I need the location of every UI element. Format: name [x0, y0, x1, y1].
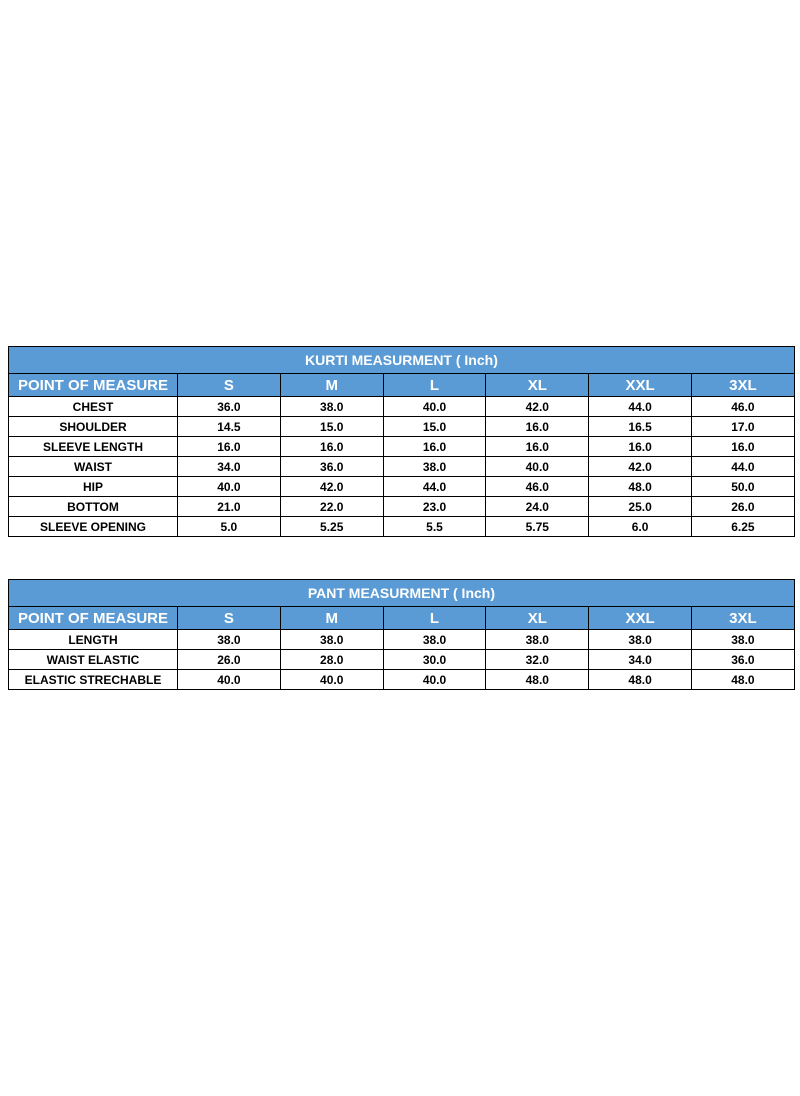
table-cell: 6.25 [691, 517, 794, 537]
table-cell: 40.0 [486, 457, 589, 477]
row-label: ELASTIC STRECHABLE [9, 670, 178, 690]
table-cell: 23.0 [383, 497, 486, 517]
row-label: WAIST [9, 457, 178, 477]
column-header-s: S [178, 607, 281, 630]
row-label: SHOULDER [9, 417, 178, 437]
table-cell: 38.0 [178, 630, 281, 650]
table-cell: 15.0 [280, 417, 383, 437]
table-cell: 28.0 [280, 650, 383, 670]
table-cell: 5.25 [280, 517, 383, 537]
table-cell: 16.0 [383, 437, 486, 457]
table-cell: 24.0 [486, 497, 589, 517]
table-cell: 36.0 [280, 457, 383, 477]
column-header-xxl: XXL [589, 607, 692, 630]
table-row [9, 477, 795, 497]
table-row [9, 457, 795, 477]
column-header-l: L [383, 607, 486, 630]
table-cell: 50.0 [691, 477, 794, 497]
table-cell: 21.0 [178, 497, 281, 517]
column-header-xl: XL [486, 374, 589, 397]
column-header-xxl: XXL [589, 374, 692, 397]
table-row [9, 630, 795, 650]
table-cell: 30.0 [383, 650, 486, 670]
table-cell: 44.0 [383, 477, 486, 497]
table-cell: 40.0 [178, 670, 281, 690]
table-row [9, 497, 795, 517]
column-header-s: S [178, 374, 281, 397]
column-header-m: M [280, 374, 383, 397]
table-row [9, 670, 795, 690]
kurti-table-title: KURTI MEASURMENT ( Inch) [9, 347, 795, 374]
table-cell: 48.0 [589, 670, 692, 690]
row-label: CHEST [9, 397, 178, 417]
column-header-point-of-measure: POINT OF MEASURE [9, 607, 178, 630]
row-label: SLEEVE OPENING [9, 517, 178, 537]
table-cell: 42.0 [589, 457, 692, 477]
table-cell: 15.0 [383, 417, 486, 437]
table-cell: 38.0 [589, 630, 692, 650]
table-cell: 5.5 [383, 517, 486, 537]
table-cell: 38.0 [383, 630, 486, 650]
kurti-header-row [9, 374, 795, 397]
table-cell: 5.0 [178, 517, 281, 537]
table-cell: 48.0 [589, 477, 692, 497]
column-header-m: M [280, 607, 383, 630]
table-cell: 40.0 [178, 477, 281, 497]
table-cell: 42.0 [486, 397, 589, 417]
pant-header-row [9, 607, 795, 630]
column-header-l: L [383, 374, 486, 397]
table-cell: 38.0 [280, 630, 383, 650]
pant-measurement-table [8, 579, 795, 690]
table-cell: 32.0 [486, 650, 589, 670]
table-cell: 40.0 [383, 397, 486, 417]
table-cell: 38.0 [280, 397, 383, 417]
table-cell: 36.0 [691, 650, 794, 670]
table-row [9, 437, 795, 457]
table-cell: 25.0 [589, 497, 692, 517]
column-header-3xl: 3XL [691, 607, 794, 630]
table-row [9, 517, 795, 537]
table-cell: 16.0 [178, 437, 281, 457]
table-cell: 26.0 [178, 650, 281, 670]
table-row [9, 650, 795, 670]
table-cell: 22.0 [280, 497, 383, 517]
table-cell: 34.0 [589, 650, 692, 670]
table-cell: 48.0 [691, 670, 794, 690]
table-cell: 16.0 [691, 437, 794, 457]
table-cell: 16.0 [486, 417, 589, 437]
table-row [9, 417, 795, 437]
table-cell: 44.0 [589, 397, 692, 417]
table-cell: 16.0 [589, 437, 692, 457]
pant-title-row [9, 580, 795, 607]
table-cell: 16.0 [280, 437, 383, 457]
table-cell: 34.0 [178, 457, 281, 477]
pant-table-title: PANT MEASURMENT ( Inch) [9, 580, 795, 607]
kurti-measurement-table [8, 346, 795, 537]
kurti-title-row [9, 347, 795, 374]
table-cell: 36.0 [178, 397, 281, 417]
row-label: LENGTH [9, 630, 178, 650]
table-cell: 42.0 [280, 477, 383, 497]
table-cell: 38.0 [486, 630, 589, 650]
table-cell: 38.0 [383, 457, 486, 477]
table-cell: 48.0 [486, 670, 589, 690]
table-cell: 26.0 [691, 497, 794, 517]
table-cell: 5.75 [486, 517, 589, 537]
column-header-xl: XL [486, 607, 589, 630]
table-cell: 16.5 [589, 417, 692, 437]
table-cell: 46.0 [691, 397, 794, 417]
column-header-3xl: 3XL [691, 374, 794, 397]
table-cell: 40.0 [280, 670, 383, 690]
table-cell: 44.0 [691, 457, 794, 477]
row-label: SLEEVE LENGTH [9, 437, 178, 457]
row-label: WAIST ELASTIC [9, 650, 178, 670]
table-cell: 14.5 [178, 417, 281, 437]
table-cell: 40.0 [383, 670, 486, 690]
table-cell: 46.0 [486, 477, 589, 497]
row-label: HIP [9, 477, 178, 497]
table-cell: 17.0 [691, 417, 794, 437]
table-cell: 16.0 [486, 437, 589, 457]
table-row [9, 397, 795, 417]
table-cell: 6.0 [589, 517, 692, 537]
row-label: BOTTOM [9, 497, 178, 517]
table-cell: 38.0 [691, 630, 794, 650]
column-header-point-of-measure: POINT OF MEASURE [9, 374, 178, 397]
